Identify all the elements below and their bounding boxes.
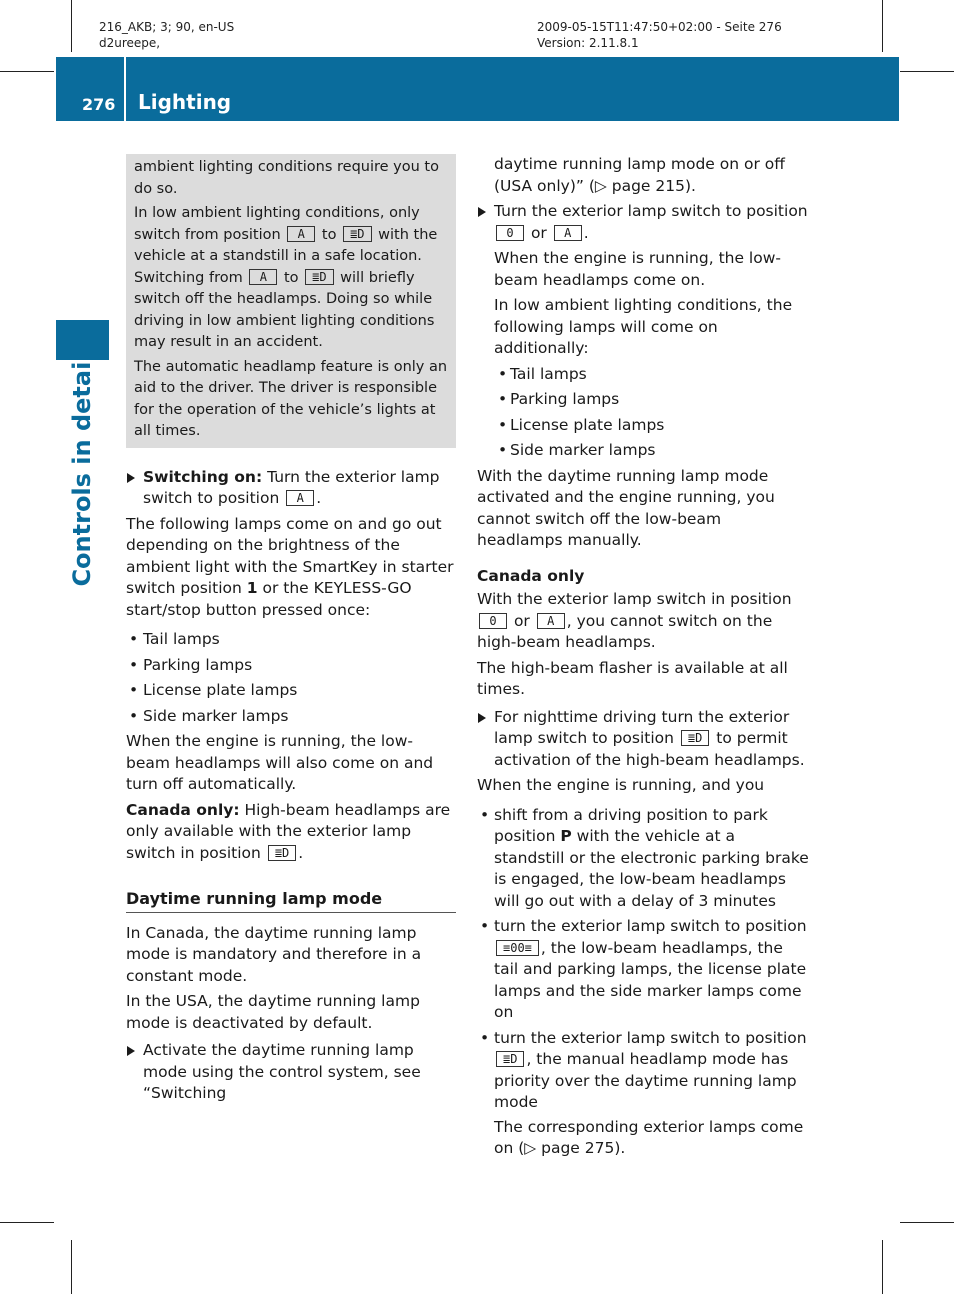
paragraph: In Canada, the daytime running lamp mode is mandatory and therefore in a constant mode.	[126, 923, 422, 985]
list-item: • Side marker lamps	[126, 706, 456, 728]
warning-box	[126, 154, 456, 448]
list-item: • Tail lamps	[126, 629, 456, 651]
low-beam-symbol-icon: ≣D	[681, 730, 709, 746]
auto-symbol-icon: A	[537, 613, 565, 629]
chapter-label: Controls in detail	[68, 353, 96, 587]
print-meta-left	[99, 19, 234, 51]
header-divider	[124, 57, 126, 121]
paragraph: When the engine is running, the low-beam headlamps come on.	[494, 249, 781, 289]
auto-symbol-icon: A	[554, 225, 582, 241]
print-meta-right	[537, 19, 782, 51]
meta-line: 2009-05-15T11:47:50+02:00 - Seite 276	[537, 20, 782, 34]
crop-mark	[0, 71, 54, 72]
warning-text: The automatic headlamp feature is only an aid to the driver. The driver is responsible for the operation of the vehicle’s lights at all times.	[134, 358, 448, 439]
low-beam-symbol-icon: ≣D	[305, 269, 333, 285]
paragraph: When the engine is running, and you	[477, 776, 765, 794]
list-item: • turn the exterior lamp switch to position ≡00≡ , the low-beam headlamps, the tail and parking lamps, the license plate lamps and the side marker lamps come on	[477, 916, 809, 1024]
page-header	[56, 57, 899, 121]
paragraph: With the exterior lamp switch in position 0 or A , you cannot switch on the high-beam headlamps.	[477, 590, 792, 651]
crop-mark	[882, 0, 883, 52]
meta-line: 216_AKB; 3; 90, en-US	[99, 20, 235, 34]
low-beam-symbol-icon: ≣D	[343, 226, 371, 242]
auto-symbol-icon: A	[249, 269, 277, 285]
parking-lamp-symbol-icon: ≡00≡	[496, 940, 539, 956]
list-item: • shift from a driving position to park position P with the vehicle at a standstill or the electronic parking brake is engaged, the low-beam headlamps will go out with a delay of 3 minutes	[477, 805, 809, 913]
list-item: • turn the exterior lamp switch to position ≣D , the manual headlamp mode has priority over the daytime running lamp mode	[477, 1028, 809, 1114]
instruction-step: For nighttime driving turn the exterior lamp switch to position ≣D to permit activation of the high-beam headlamps.	[477, 707, 809, 772]
right-column	[477, 154, 809, 1164]
meta-line: d2ureepe,	[99, 36, 161, 50]
paragraph: daytime running lamp mode on or off (USA only)” (▷ page 215).	[494, 155, 785, 195]
paragraph: When the engine is running, the low-beam headlamps will also come on and turn off automatically.	[126, 732, 434, 793]
list-item: • Tail lamps	[477, 364, 809, 386]
list-item: • Side marker lamps	[477, 440, 809, 462]
crop-mark	[71, 0, 72, 52]
list-item: • License plate lamps	[126, 680, 456, 702]
crop-mark	[900, 71, 954, 72]
lamp-list	[126, 629, 456, 727]
paragraph: The corresponding exterior lamps come on (▷ page 275).	[494, 1117, 804, 1157]
warning-text: ambient lighting conditions require you to do so.	[134, 159, 439, 197]
list-item: • Parking lamps	[477, 389, 809, 411]
crop-mark	[900, 1222, 954, 1223]
left-column	[126, 154, 456, 1109]
low-beam-symbol-icon: ≣D	[496, 1051, 524, 1067]
auto-symbol-icon: A	[287, 226, 315, 242]
auto-symbol-icon: A	[286, 490, 314, 506]
subheading: Daytime running lamp mode	[126, 888, 456, 913]
warning-text: In low ambient lighting conditions, only switch from position A to ≣D with the vehicle at a standstill in a safe location. Switching from A to ≣D will briefly switch off the headlamps. Doing so while driving in low ambient lighting conditions may result in an accident.	[134, 205, 438, 350]
subheading: Canada only	[477, 566, 585, 585]
page-number: 276	[82, 95, 116, 114]
paragraph: The following lamps come on and go out depending on the brightness of the ambient light with the SmartKey in starter switch position 1 or the KEYLESS-GO start/stop button pressed once:	[126, 514, 454, 619]
instruction-step: Switching on: Turn the exterior lamp switch to position A .	[126, 467, 456, 510]
crop-mark	[71, 1240, 72, 1294]
low-beam-symbol-icon: ≣D	[268, 845, 296, 861]
paragraph: In low ambient lighting conditions, the following lamps will come on additionally:	[494, 296, 793, 357]
crop-mark	[882, 1240, 883, 1294]
crop-mark	[0, 1222, 54, 1223]
paragraph: With the daytime running lamp mode activated and the engine running, you cannot switch off the low-beam headlamps manually.	[477, 466, 775, 549]
instruction-step: Turn the exterior lamp switch to position 0 or A .	[477, 201, 809, 244]
lamp-list	[477, 364, 809, 462]
paragraph: In the USA, the daytime running lamp mode is deactivated by default.	[126, 992, 420, 1032]
condition-list	[477, 805, 809, 1114]
off-symbol-icon: 0	[479, 613, 507, 629]
instruction-step: Activate the daytime running lamp mode using the control system, see “Switching	[126, 1040, 456, 1105]
paragraph: Canada only: High-beam headlamps are only available with the exterior lamp switch in position ≣D .	[126, 800, 451, 862]
list-item: • License plate lamps	[477, 415, 809, 437]
paragraph: The high-beam flasher is available at all times.	[477, 658, 788, 698]
meta-line: Version: 2.11.8.1	[537, 36, 639, 50]
section-title: Lighting	[138, 90, 232, 114]
list-item: • Parking lamps	[126, 655, 456, 677]
off-symbol-icon: 0	[496, 225, 524, 241]
